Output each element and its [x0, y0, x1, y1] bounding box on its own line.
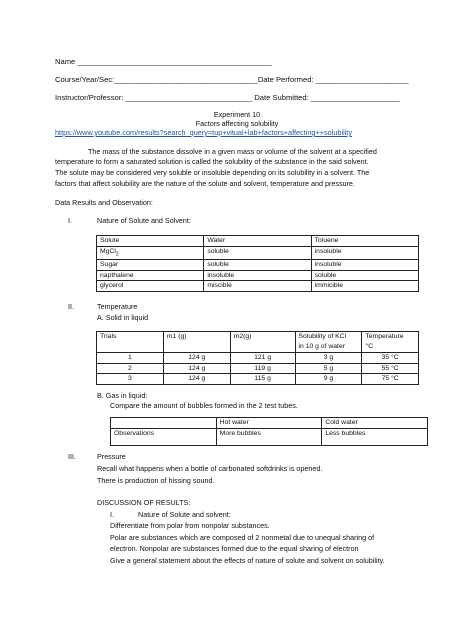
table-row: [97, 246, 419, 260]
name-line: Name ______________________________________________: [55, 57, 272, 66]
table-cell: Less bubbles: [322, 428, 428, 445]
part3-heading: Pressure: [97, 452, 126, 461]
temperature-table: [96, 331, 419, 385]
part3-numeral: III.: [68, 452, 76, 461]
subscript: 2: [115, 250, 119, 257]
experiment-title: Experiment 10: [213, 110, 261, 119]
table-header: m2(g): [230, 332, 295, 353]
pressure-line-2: There is production of hissing sound.: [97, 476, 215, 485]
table-row: [97, 260, 419, 271]
table-cell: [97, 246, 204, 260]
table-cell: 124 g: [163, 353, 230, 364]
table-cell: miscible: [204, 281, 311, 292]
table-cell: Sugar: [97, 260, 204, 271]
discussion-line-2: Polar are substances which are composed of 2 nonmetal due to unequal sharing of: [110, 533, 375, 542]
table-cell: soluble: [204, 246, 311, 260]
table-row: [97, 281, 419, 292]
table-row: [97, 363, 419, 374]
discussion-heading: DISCUSSION OF RESULTS:: [97, 498, 191, 507]
intro-line-3: The solute may be considered very soluble or insoluble depending on its solubility in a solvent. The: [55, 168, 370, 177]
table-cell: 75 °C: [362, 374, 419, 385]
table-cell: More bubbles: [216, 428, 322, 445]
table-header: m1 (g): [163, 332, 230, 353]
pressure-line-1: Recall what happens when a bottle of carbonated softdrinks is opened.: [97, 464, 323, 473]
temp-header-line2: °C: [365, 342, 374, 350]
table-row: [97, 270, 419, 281]
table-header-row: [97, 236, 419, 247]
table-cell: immicible: [311, 281, 418, 292]
table-header: [362, 332, 419, 353]
instructor-line: Instructor/Professor: ______________________________ Date Submitted: _____________________: [55, 93, 400, 102]
table-header: Solute: [97, 236, 204, 247]
table-cell: insoluble: [204, 270, 311, 281]
table-cell: 115 g: [230, 374, 295, 385]
table-cell: insoluble: [311, 246, 418, 260]
solubility-header-line1: Solubility of KCl: [298, 333, 347, 340]
table-cell: 124 g: [163, 374, 230, 385]
table-cell: 9 g: [295, 374, 362, 385]
video-link[interactable]: https://www.youtube.com/results?search_query=tup+vitual+lab+factors+affecting++solubility: [55, 128, 352, 137]
course-line: Course/Year/Sec:__________________________________Date Performed: ______________________: [55, 75, 409, 84]
table-cell: 121 g: [230, 353, 295, 364]
table-header: [111, 418, 217, 429]
table-header-row: [97, 332, 419, 353]
table-cell: 1: [97, 353, 164, 364]
solute-name: MgCl: [100, 247, 116, 255]
table-header: [295, 332, 362, 353]
solubility-table: [96, 235, 419, 292]
table-cell: soluble: [311, 270, 418, 281]
gas-table: [110, 417, 428, 446]
table-header: Cold water: [322, 418, 428, 429]
table-row: [97, 353, 419, 364]
table-cell: insoluble: [311, 260, 418, 271]
gas-in-liquid-label: B. Gas in liquid:: [97, 391, 148, 400]
table-cell: 2: [97, 363, 164, 374]
table-cell: Observations: [111, 428, 217, 445]
temp-header-line1: Temperature: [365, 333, 404, 340]
table-cell: 55 °C: [362, 363, 419, 374]
table-header: Water: [204, 236, 311, 247]
table-cell: 35 °C: [362, 353, 419, 364]
table-cell: 119 g: [230, 363, 295, 374]
intro-line-2: temperature to form a saturated solution is called the solubility of the substance in the said solvent.: [55, 157, 369, 166]
table-cell: 124 g: [163, 363, 230, 374]
data-results-heading: Data Results and Observation:: [55, 198, 153, 207]
discussion-line-3: electron. Nonpolar are substances formed due to the equal sharing of electron: [110, 544, 359, 553]
table-cell: napthalene: [97, 270, 204, 281]
table-row: [111, 428, 428, 445]
compare-instruction: Compare the amount of bubbles formed in the 2 test tubes.: [110, 401, 298, 410]
table-header: Trials: [97, 332, 164, 353]
discussion-line-4: Give a general statement about the effects of nature of solute and solvent on solubility.: [110, 556, 385, 565]
part1-heading: Nature of Solute and Solvent:: [97, 216, 191, 225]
intro-line-1: The mass of the substance dissolve in a given mass or volume of the solvent at a specified: [88, 147, 377, 156]
table-header: Hot water: [216, 418, 322, 429]
part2-heading: Temperature: [97, 302, 138, 311]
solubility-header-line2: in 10 g of water: [298, 342, 345, 350]
table-cell: 3 g: [295, 353, 362, 364]
table-cell: 5 g: [295, 363, 362, 374]
table-cell: glycerol: [97, 281, 204, 292]
experiment-subtitle: Factors affecting solubility: [195, 119, 279, 128]
discussion-line-1: Differentiate from polar from nonpolar substances.: [110, 521, 270, 530]
table-header: Toluene: [311, 236, 418, 247]
discussion-numeral: I.: [110, 510, 114, 519]
solid-in-liquid-label: A. Solid in liquid: [97, 313, 149, 322]
table-header-row: [111, 418, 428, 429]
table-row: [97, 374, 419, 385]
table-cell: soluble: [204, 260, 311, 271]
part2-numeral: II.: [68, 302, 74, 311]
table-cell: 3: [97, 374, 164, 385]
discussion-subheading: Nature of Solute and solvent:: [138, 510, 231, 519]
part1-numeral: I.: [68, 216, 72, 225]
intro-line-4: factors that affect solubility are the nature of the solute and solvent, temperature and pressure.: [55, 179, 355, 188]
